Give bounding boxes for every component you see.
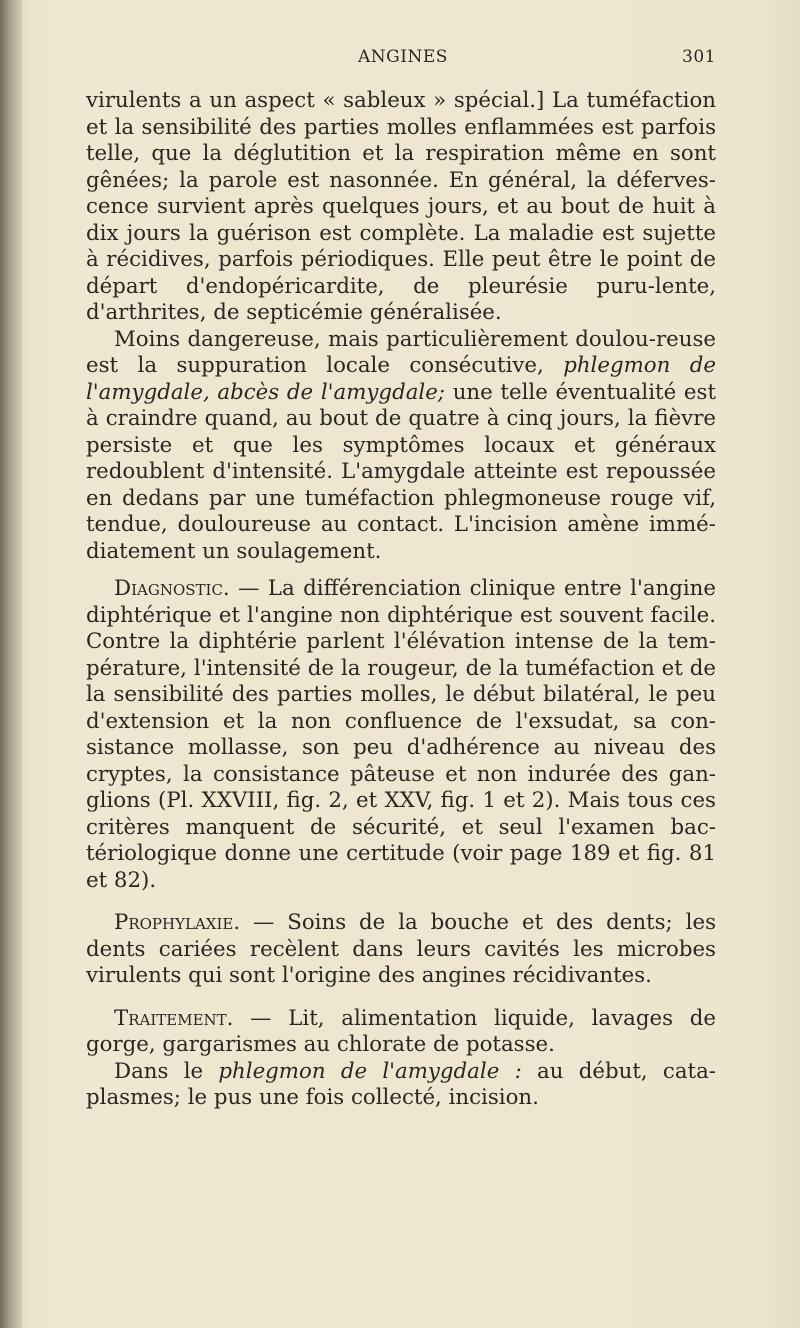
- paragraph-continuation: virulents a un aspect « sableux » spécial.] La tuméfaction et la sensibilité des parties molles enflammées est parfois telle, que la déglutition et la respiration même en sont gênées; la parole est nasonnée. En général, la déferves-cence survient après quelques jours, et au bout de huit à dix jours la guérison est complète. La maladie est sujette à récidives, parfois périodiques. Elle peut être le point de départ d'endopéricardite, de pleurésie puru-lente, d'arthrites, de septicémie généralisée.: [86, 88, 716, 325]
- running-head: [86, 47, 716, 71]
- section-label-diagnostic: Diagnostic.: [114, 576, 230, 601]
- binding-edge: [0, 0, 22, 1328]
- paragraph-text: Dans le: [114, 1058, 219, 1084]
- paragraph-text: — Lit, alimentation liquide, lavages de gorge, gargarismes au chlorate de potasse.: [86, 1005, 716, 1057]
- paragraph-text: — La différenciation clinique entre l'angine diphtérique et l'angine non diphtérique est souvent facile. Contre la diphtérie parlent l'élévation intense de la tem-pérature, l'intensité de la rougeur, de la tuméfaction et de la sensibilité des parties molles, le début bilatéral, le peu d'extension et la non confluence de l'exsudat, sa con-sistance mollasse, son peu d'adhérence au niveau des cryptes, la consistance pâteuse et non indurée des gan-glions (Pl. XXVIII, fig. 2, et XXV, fig. 1 et 2). Mais tous ces critères manquent de sécurité, et seul l'examen bac-tériologique donne une certitude (voir page 189 et fig. 81 et 82).: [86, 576, 716, 893]
- paragraph-diagnostic: [86, 576, 716, 894]
- paragraph-text: — Soins de la bouche et des dents; les dents cariées recèlent dans leurs cavités les microbes virulents qui sont l'origine des angines récidivantes.: [86, 910, 716, 988]
- paragraph-text: Moins dangereuse, mais particulièrement doulou-reuse est la suppuration locale consécutive,: [86, 326, 716, 378]
- italic-term: phlegmon de l'amygdale :: [218, 1058, 522, 1084]
- paragraph-suppuration: [86, 327, 716, 566]
- paragraph-prophylaxie: [86, 910, 716, 990]
- page-number: 301: [682, 47, 716, 67]
- body-text: [86, 88, 716, 1112]
- paragraph-traitement: [86, 1006, 716, 1059]
- section-label-traitement: Traitement.: [114, 1005, 234, 1031]
- paragraph-text: une telle éventualité est à craindre quand, au bout de quatre à cinq jours, la fièvre persiste et que les symptômes locaux et généraux redoublent d'intensité. L'amygdale atteinte est repoussée en dedans par une tuméfaction phlegmoneuse rouge vif, tendue, douloureuse au contact. L'incision amène immé-diatement un soulagement.: [86, 379, 716, 564]
- italic-term: phlegmon de l'amygdale, abcès de l'amygdale;: [86, 353, 716, 405]
- section-label-prophylaxie: Prophylaxie.: [114, 910, 241, 935]
- chapter-title: ANGINES: [358, 47, 448, 67]
- paragraph-phlegmon-treatment: [86, 1059, 716, 1112]
- paragraph-text: au début, cata-plasmes; le pus une fois collecté, incision.: [86, 1058, 717, 1110]
